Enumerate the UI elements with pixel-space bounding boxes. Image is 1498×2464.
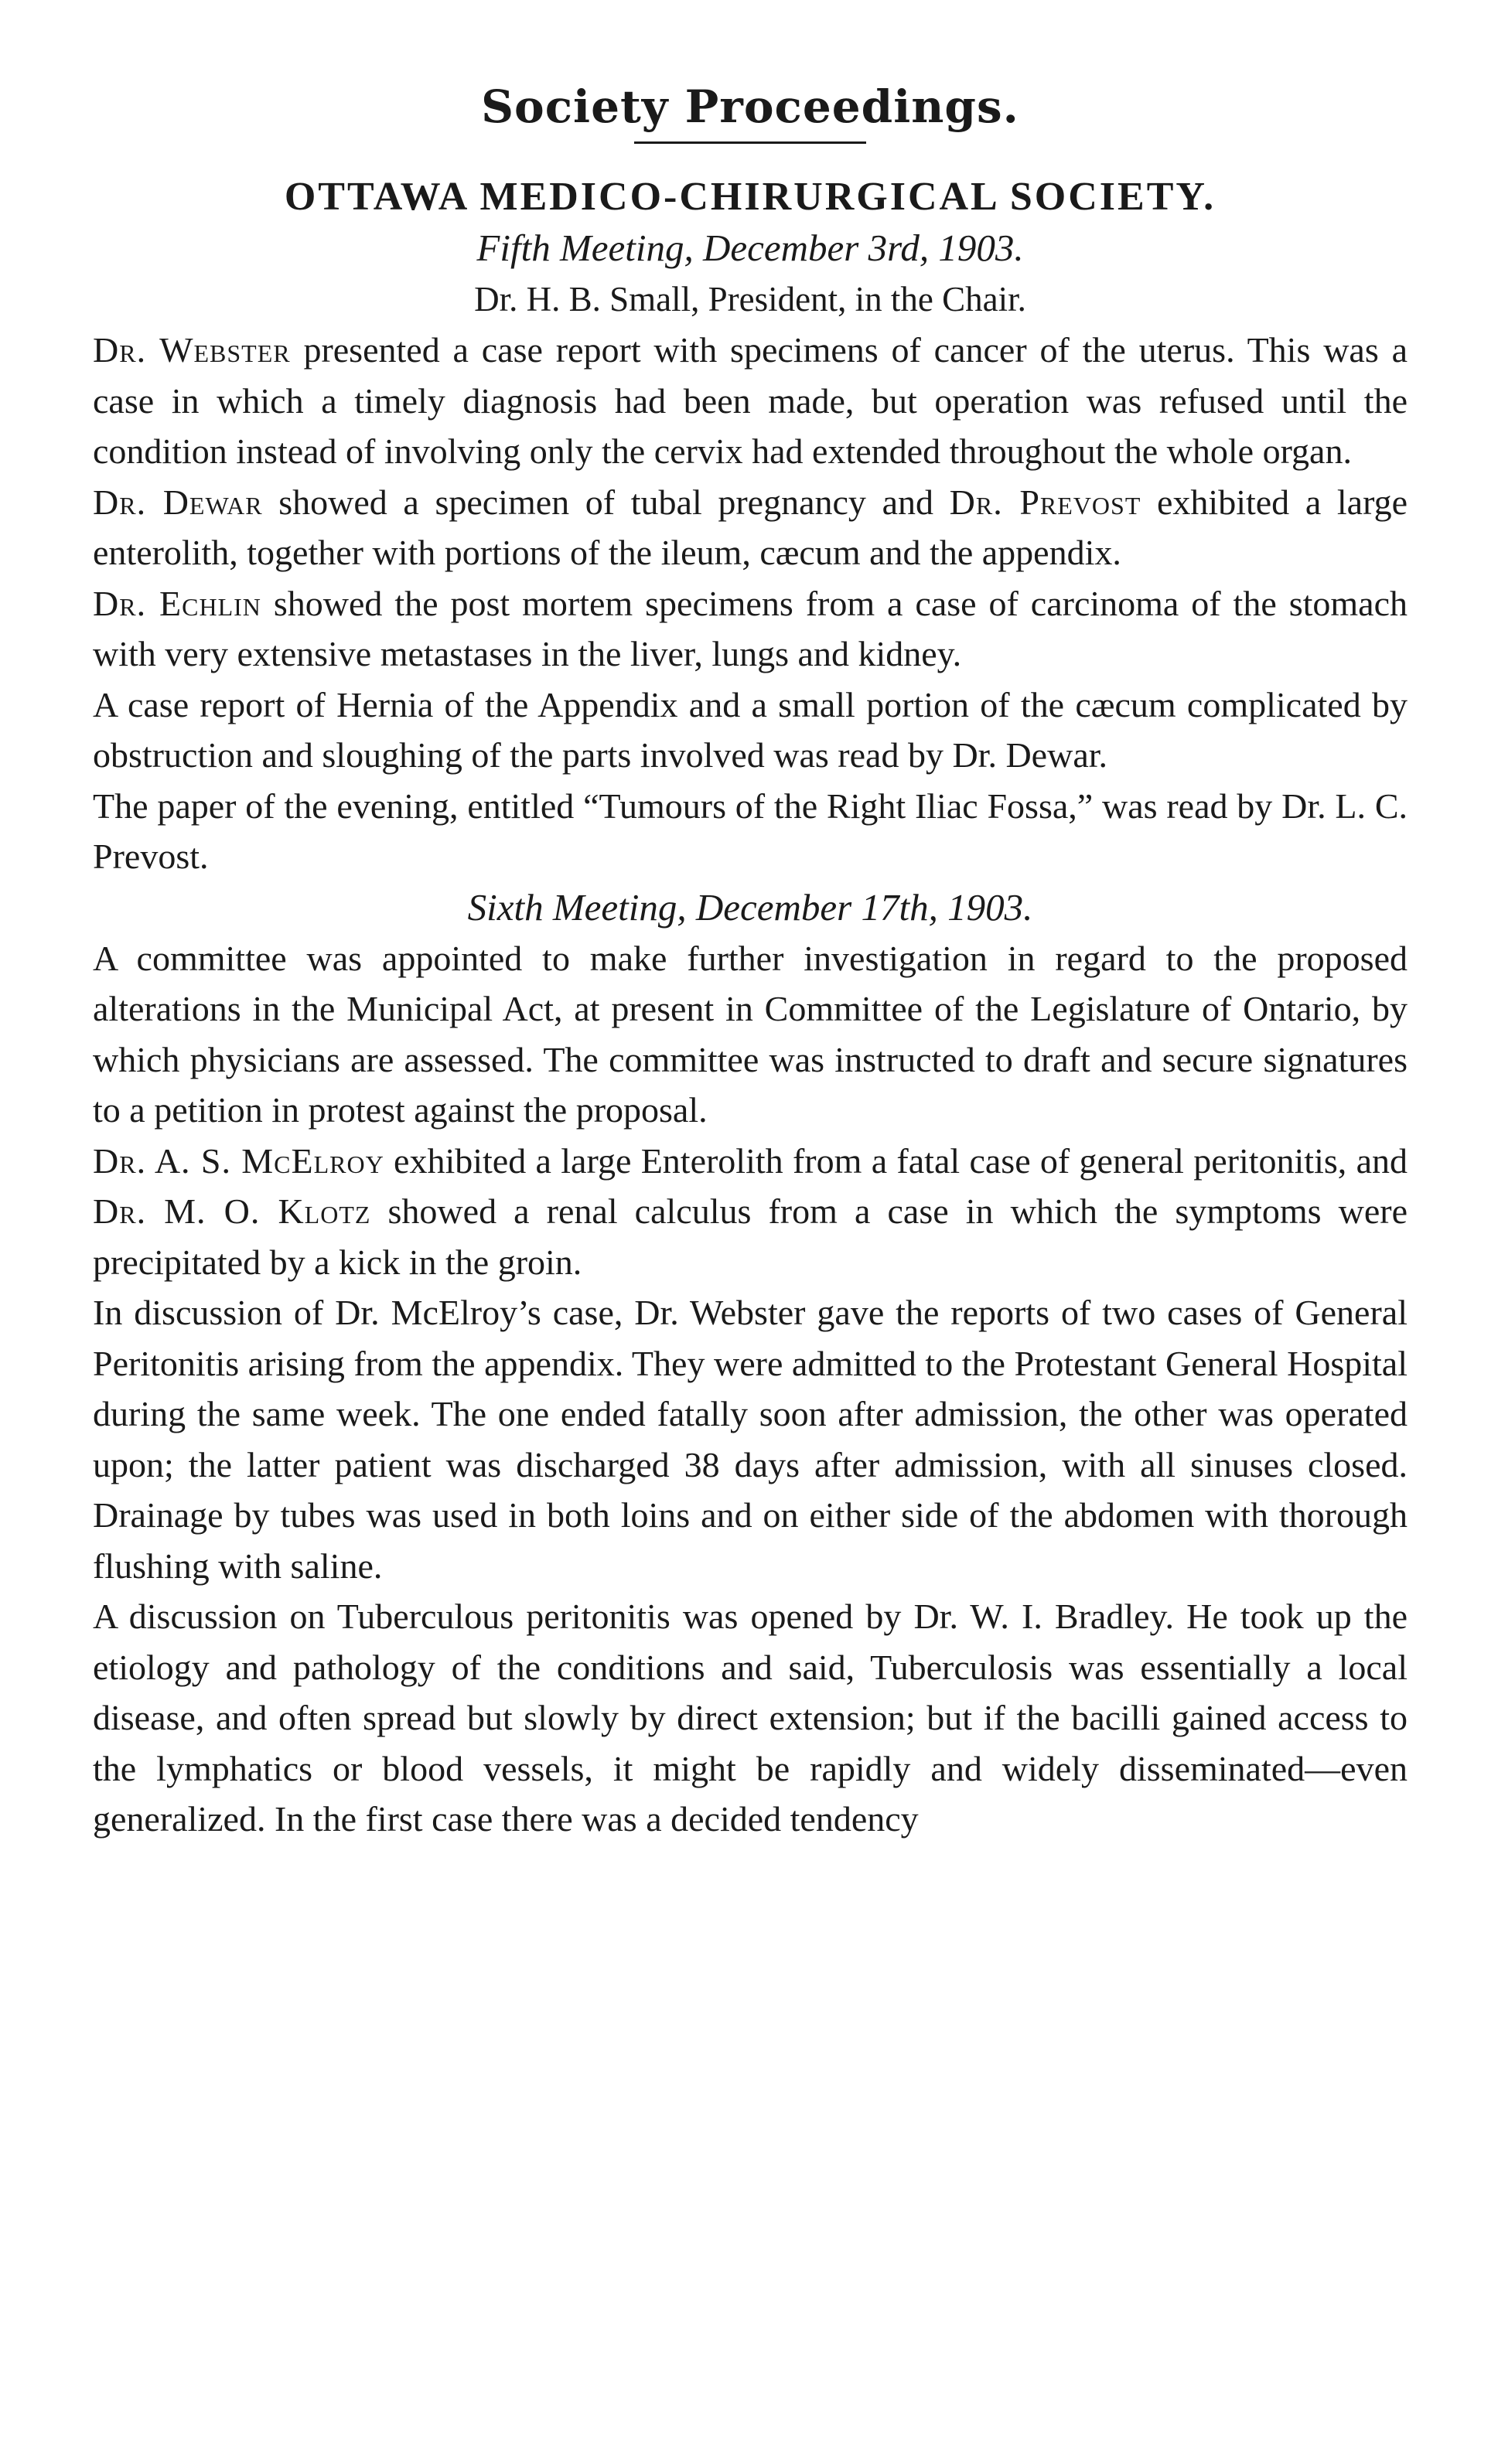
paragraph-peritonitis-discussion: In discussion of Dr. McElroy’s case, Dr. Webster gave the reports of two cases of General Peritonitis arising from the appendix. They were admitted to the Protestant General Hospital during the same week. The one ended fatally soon after admission, the other was operated upon; the latter patient was discharged 38 days after admission, with all sinuses closed. Drainage by tubes was used in both loins and on either side of the abdomen with thorough flushing with saline. [93,1293,1408,1586]
paragraph-tuberculous-peritonitis: A discussion on Tuberculous peritonitis was opened by Dr. W. I. Bradley. He took up the etiology and pathology of the conditions and said, Tuberculosis was essentially a local disease, and often spread but slowly by direct extension; but if the bacilli gained access to the lymphatics or blood vessels, it might be rapidly and widely disseminated—even generalized. In the first case there was a decided tendency [93,1597,1408,1839]
speaker-name: Dr. Prevost [949,482,1141,522]
paragraph-hernia-report: A case report of Hernia of the Appendix and a small portion of the cæcum complicated by obstruction and sloughing of the parts involved was read by Dr. Dewar. [93,684,1408,775]
chair-line: Dr. H. B. Small, President, in the Chair. [474,280,1026,319]
society-heading: OTTAWA MEDICO-CHIRURGICAL SOCIETY. [284,175,1216,219]
meeting-heading-fifth: Fifth Meeting, December 3rd, 1903. [476,227,1024,269]
paragraph-committee: A committee was appointed to make further investigation in regard to the proposed alterations in the Municipal Act, at present in Committee of the Legislature of Ontario, by which physicians are assessed. The committee was instructed to draft and secure signatures to a petition in protest against the proposal. [93,938,1408,1130]
paragraph-text: exhibited a large Enterolith from a fatal case of general peritonitis, and [384,1140,1408,1181]
speaker-name: Dr. A. S. McElroy [93,1140,384,1181]
speaker-name: Dr. Dewar [93,482,263,522]
paragraph-dewar-prevost-specimens [93,477,1408,578]
paragraph-webster-report [93,325,1408,477]
speaker-name: Dr. Webster [93,330,291,370]
paragraph-mcelroy-klotz [93,1136,1408,1288]
speaker-name: Dr. Echlin [93,583,261,623]
paragraph-paper-of-evening: The paper of the evening, entitled “Tumours of the Right Iliac Fossa,” was read by Dr. L. C. Prevost. [93,786,1408,876]
paragraph-text: showed the post mortem specimens from a case of carcinoma of the stomach with very extensive metastases in the liver, lungs and kidney. [93,583,1408,673]
document-page [93,73,1408,1845]
section-title: Society Proceedings. [481,80,1019,133]
title-rule [634,141,866,144]
paragraph-text: exhibited a large enterolith, together with portions of the ileum, cæcum and the appendix. [93,482,1408,572]
paragraph-text: showed a renal calculus from a case in which the symptoms were precipitated by a kick in the groin. [93,1191,1408,1282]
speaker-name: Dr. M. O. Klotz [93,1191,371,1231]
paragraph-echlin-specimens [93,578,1408,680]
proceedings-body [93,325,1408,1845]
meeting-heading-sixth: Sixth Meeting, December 17th, 1903. [467,885,1033,929]
paragraph-text: presented a case report with specimens of cancer of the uterus. This was a case in which a timely diagnosis had been made, but operation was refused until the condition instead of involving only the cervix had extended throughout the whole organ. [93,330,1408,471]
paragraph-text: showed a specimen of tubal pregnancy and [262,482,950,522]
